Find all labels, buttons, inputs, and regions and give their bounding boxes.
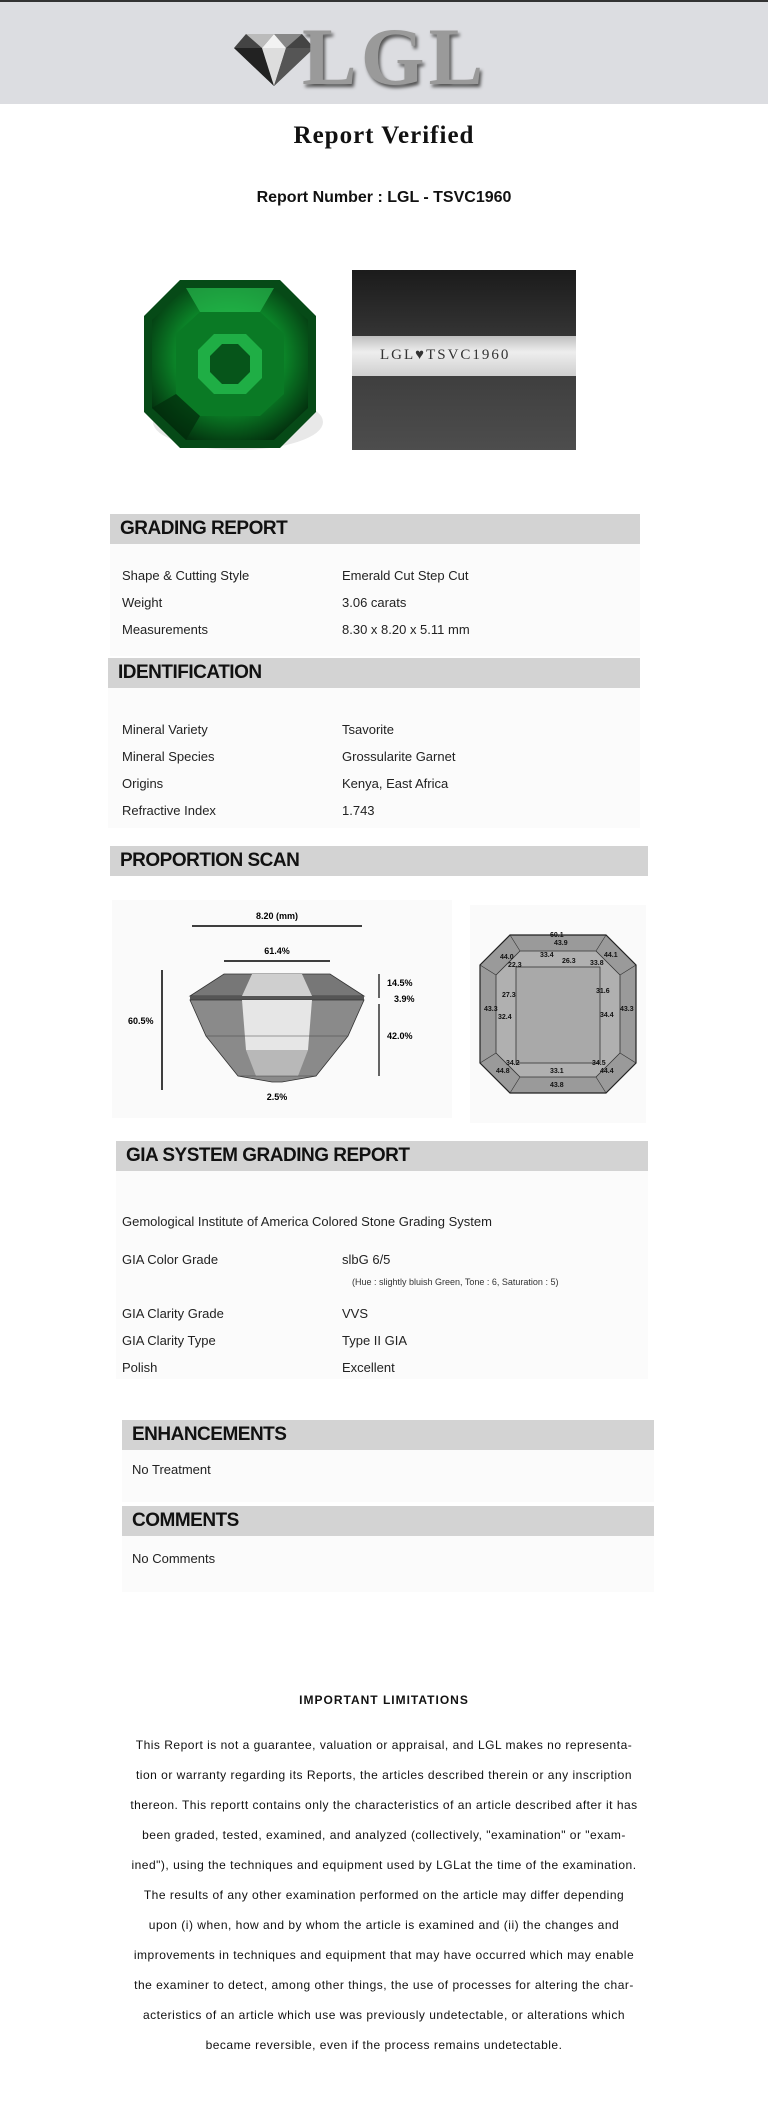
gia-color-note: (Hue : slightly bluish Green, Tone : 6, Saturation : 5): [352, 1277, 559, 1287]
gia-clarity-type-value: Type II GIA: [342, 1333, 408, 1348]
mineral-variety-value: Tsavorite: [342, 722, 395, 737]
report-number: Report Number : LGL - TSVC1960: [256, 189, 512, 206]
grading-report-heading: GRADING REPORT: [120, 518, 288, 539]
comments-heading: COMMENTS: [132, 1510, 239, 1531]
inscription-photo: [352, 270, 576, 450]
logo-wordmark: LGL: [302, 11, 488, 102]
refractive-index-value: 1.743: [342, 803, 375, 818]
limitations-line: tion or warranty regarding its Reports, the articles described therein or any inscription: [135, 1768, 633, 1782]
top-value-9: 27.3: [502, 992, 516, 999]
page-title: Report Verified: [293, 122, 475, 149]
gia-clarity-grade-label: GIA Clarity Grade: [122, 1306, 224, 1321]
refractive-index-label: Refractive Index: [122, 803, 216, 818]
limitations-line: improvements in techniques and equipment that may have occurred which may enable: [133, 1948, 635, 1962]
mineral-species-value: Grossularite Garnet: [342, 749, 456, 764]
limitations-line: This Report is not a guarantee, valuation or appraisal, and LGL makes no representa-: [135, 1738, 633, 1752]
proportion-scan-heading: PROPORTION SCAN: [120, 850, 300, 871]
grading-report-panel: [110, 544, 640, 656]
limitations-text: [116, 1730, 652, 2060]
inscription-text: LGL♥TSVC1960: [380, 347, 511, 363]
top-value-10: 43.3: [484, 1006, 498, 1013]
lgl-logo: [232, 11, 492, 102]
polish-label: Polish: [122, 1360, 158, 1375]
top-value-11: 32.4: [498, 1014, 512, 1021]
depth-label: 60.5%: [128, 1016, 154, 1026]
top-value-1: 60.1: [550, 932, 564, 939]
grading-report-header: [110, 514, 640, 544]
girdle-label: 3.9%: [394, 994, 415, 1004]
pavilion-label: 42.0%: [387, 1031, 413, 1041]
top-value-17: 33.1: [550, 1068, 564, 1075]
limitations-line: ined"), using the techniques and equipment used by LGLat the time of the examination.: [131, 1858, 637, 1872]
enhancements-header: [122, 1420, 654, 1450]
identification-header: [108, 658, 640, 688]
comments-header: [122, 1506, 654, 1536]
gia-header: [116, 1141, 648, 1171]
weight-label: Weight: [122, 595, 163, 610]
enhancements-text: No Treatment: [132, 1462, 211, 1477]
table-label: 61.4%: [264, 946, 290, 956]
gia-panel: [116, 1171, 648, 1379]
top-value-14: 43.3: [620, 1006, 634, 1013]
limitations-line: The results of any other examination performed on the article may differ depending: [143, 1888, 625, 1902]
enhancements-heading: ENHANCEMENTS: [132, 1424, 287, 1445]
top-value-18: 43.8: [550, 1082, 564, 1089]
proportion-scan-header: [110, 846, 648, 876]
gia-intro: Gemological Institute of America Colored Stone Grading System: [122, 1214, 492, 1229]
header-banner: [0, 2, 768, 104]
comments-panel: [122, 1536, 654, 1592]
width-label: 8.20 (mm): [255, 911, 299, 921]
limitations-line: became reversible, even if the process remains undetectable.: [205, 2038, 563, 2052]
limitations-line: thereon. This reportt contains only the characteristics of an article described after it has: [130, 1798, 638, 1812]
limitations-line: been graded, tested, examined, and analyzed (collectively, "examination" or "exam-: [142, 1828, 626, 1842]
limitations-line: acteristics of an article which use was previously undetectable, or alterations which: [142, 2008, 626, 2022]
top-value-13: 34.4: [600, 1012, 614, 1019]
shape-label: Shape & Cutting Style: [122, 568, 250, 583]
gia-color-value: slbG 6/5: [342, 1252, 391, 1267]
limitations-line: the examiner to detect, among other things, the use of processes for altering the char-: [134, 1978, 634, 1992]
top-value-3: 44.0: [500, 954, 514, 961]
enhancements-panel: [122, 1450, 654, 1502]
measurements-value: 8.30 x 8.20 x 5.11 mm: [342, 622, 470, 637]
crown-label: 14.5%: [387, 978, 413, 988]
top-value-12: 31.6: [596, 988, 610, 995]
top-value-16: 44.8: [496, 1068, 510, 1075]
top-value-19: 34.5: [592, 1060, 606, 1067]
top-value-6: 26.3: [562, 958, 576, 965]
top-value-15: 34.2: [506, 1060, 520, 1067]
identification-heading: IDENTIFICATION: [118, 662, 262, 683]
mineral-species-label: Mineral Species: [122, 749, 215, 764]
weight-value: 3.06 carats: [342, 595, 407, 610]
limitations-line: upon (i) when, how and by whom the article is examined and (ii) the changes and: [148, 1918, 620, 1932]
proportion-top-diagram: [470, 905, 646, 1123]
measurements-label: Measurements: [122, 622, 208, 637]
limitations-title: IMPORTANT LIMITATIONS: [299, 1693, 469, 1707]
identification-panel: [108, 688, 640, 828]
top-value-20: 44.4: [600, 1068, 614, 1075]
origins-value: Kenya, East Africa: [342, 776, 449, 791]
polish-value: Excellent: [342, 1360, 395, 1375]
top-value-8: 33.8: [590, 960, 604, 967]
gemstone-photo: [138, 272, 328, 462]
top-value-4: 22.3: [508, 962, 522, 969]
proportion-side-diagram: [112, 900, 452, 1118]
origins-label: Origins: [122, 776, 164, 791]
top-value-7: 44.1: [604, 952, 618, 959]
gia-clarity-grade-value: VVS: [342, 1306, 369, 1321]
mineral-variety-label: Mineral Variety: [122, 722, 208, 737]
comments-text: No Comments: [132, 1551, 216, 1566]
gia-color-label: GIA Color Grade: [122, 1252, 219, 1267]
top-value-5: 33.4: [540, 952, 554, 959]
gia-clarity-type-label: GIA Clarity Type: [122, 1333, 216, 1348]
gia-heading: GIA SYSTEM GRADING REPORT: [126, 1145, 410, 1166]
culet-label: 2.5%: [266, 1092, 288, 1102]
shape-value: Emerald Cut Step Cut: [342, 568, 469, 583]
top-value-2: 43.9: [554, 940, 568, 947]
